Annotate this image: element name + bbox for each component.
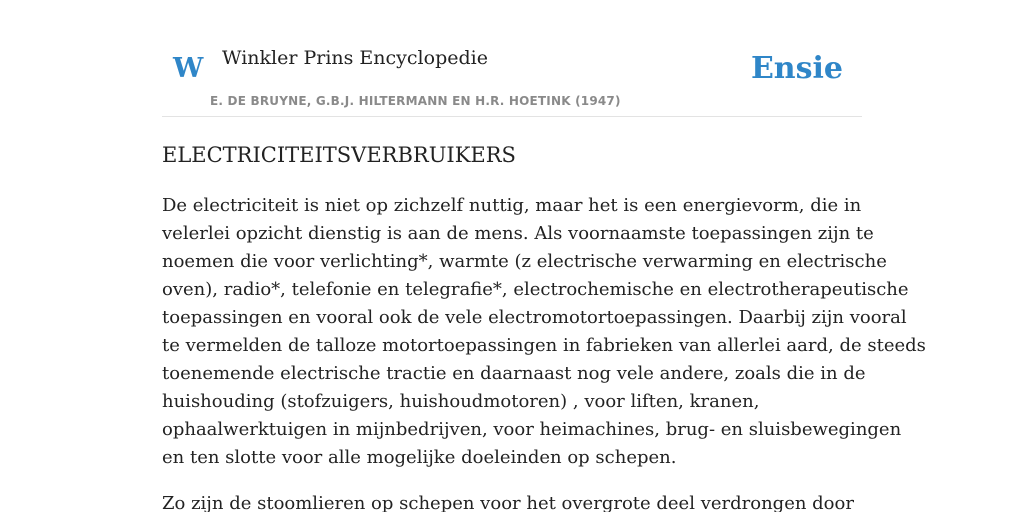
- text-line: huishouding (stofzuigers, huishoudmotoren) , voor liften, kranen,: [162, 391, 760, 412]
- text-line: De electriciteit is niet op zichzelf nuttig, maar het is een energievorm, die in: [162, 195, 862, 216]
- paragraph-2: [162, 490, 862, 512]
- source-title[interactable]: Winkler Prins Encyclopedie: [222, 47, 488, 69]
- article-headword: ELECTRICITEITSVERBRUIKERS: [162, 143, 516, 167]
- text-line: velerlei opzicht dienstig is aan de mens. Als voornaamste toepassingen zijn te: [162, 223, 874, 244]
- text-line: te vermelden de talloze motortoepassingen in fabrieken van allerlei aard, de steeds: [162, 335, 926, 356]
- text-line: en ten slotte voor alle mogelijke doeleinden op schepen.: [162, 447, 677, 468]
- brand-logo[interactable]: Ensie: [750, 51, 843, 86]
- article-body: [162, 192, 926, 512]
- text-line: oven), radio*, telefonie en telegrafie*, electrochemische en electrotherapeutische: [162, 279, 909, 300]
- text-line: ophaalwerktuigen in mijnbedrijven, voor heimachines, brug- en sluisbewegingen: [162, 419, 902, 440]
- article: [162, 138, 926, 512]
- text-line: noemen die voor verlichting*, warmte (z electrische verwarming en electrische: [162, 251, 887, 272]
- paragraph-1: [162, 192, 926, 472]
- text-line: Zo zijn de stoomlieren op schepen voor het overgrote deel verdrongen door: [162, 493, 854, 512]
- header: [162, 40, 862, 117]
- text-line: toenemende electrische tractie en daarnaast nog vele andere, zoals die in de: [162, 363, 866, 384]
- source-logo[interactable]: W: [173, 53, 204, 84]
- source-authors: E. DE BRUYNE, G.B.J. HILTERMANN EN H.R. HOETINK (1947): [210, 94, 621, 108]
- text-line: toepassingen en vooral ook de vele electromotortoepassingen. Daarbij zijn vooral: [162, 307, 907, 328]
